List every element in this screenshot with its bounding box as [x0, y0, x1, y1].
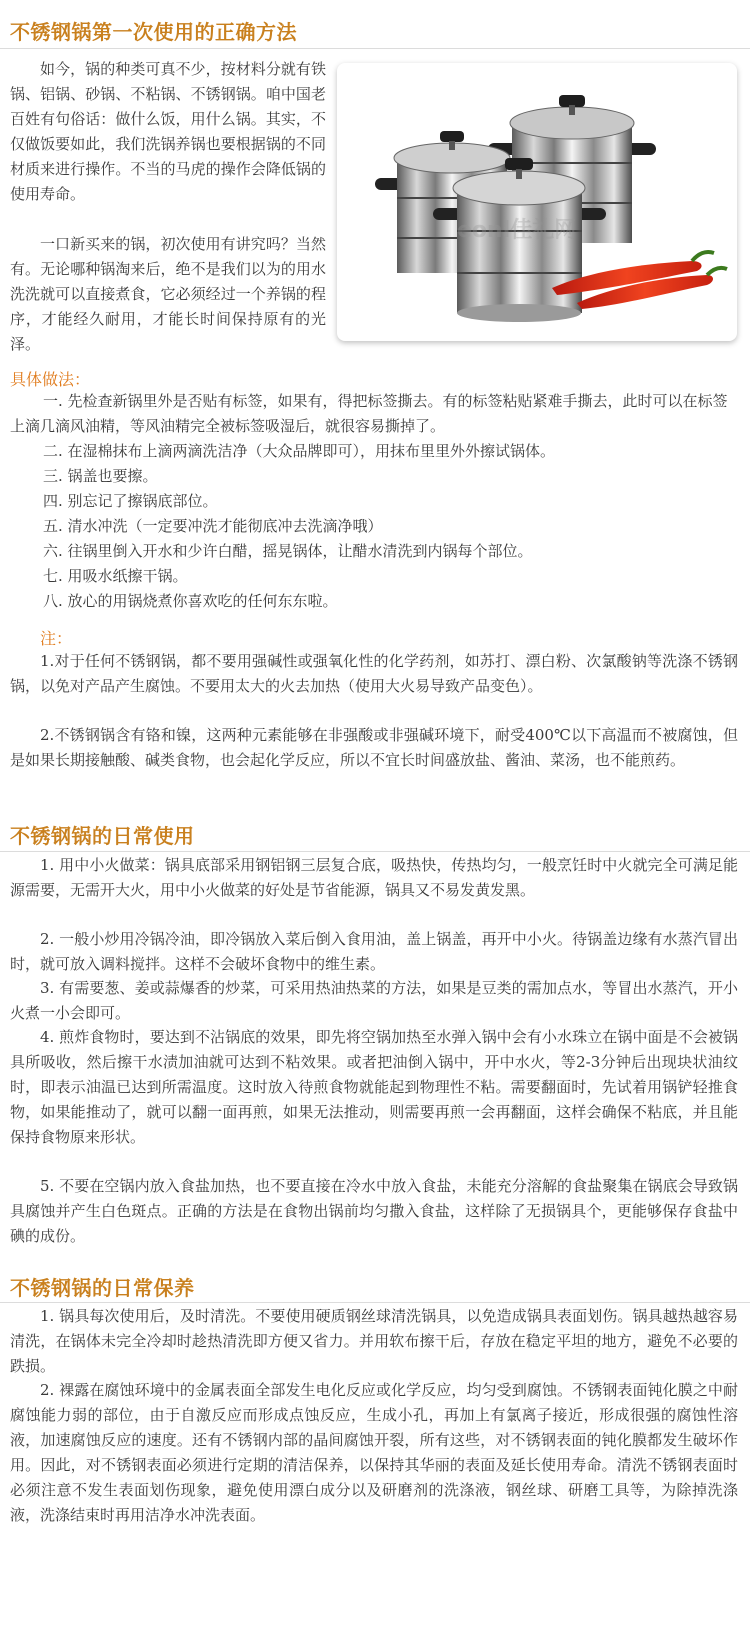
note-paragraph-2: 2.不锈钢锅含有铬和镍，这两种元素能够在非强酸或非强碱环境下，耐受400℃以下高温而不被腐蚀，但是如果长期接触酸、碱类食物，也会起化学反应，所以不宜长时间盛放盐、酱油、菜汤，也不能煎药。	[10, 726, 738, 769]
method-step: 四. 别忘记了擦锅底部位。	[43, 492, 218, 510]
section3-title: 不锈钢锅的日常保养	[10, 1276, 195, 1300]
method-step: 七. 用吸水纸擦干锅。	[43, 567, 188, 585]
method-step: 六. 往锅里倒入开水和少许白醋，摇晃锅体，让醋水清洗到内锅每个部位。	[43, 542, 533, 560]
care-paragraph-1: 1. 锅具每次使用后，及时清洗。不要使用硬质钢丝球清洗锅具，以免造成锅具表面划伤。锅具越热越容易清洗，在锅体未完全冷却时趁热清洗即方便又省力。并用软布擦干后，存放在稳定平坦的地方，避免不必要的跌损。	[10, 1307, 738, 1375]
image-watermark: eonl佳礼网	[457, 218, 577, 243]
method-step: 三. 锅盖也要擦。	[43, 467, 158, 485]
usage-paragraph-4: 4. 煎炸食物时，要达到不沾锅底的效果，即先将空锅加热至水弹入锅中会有小水珠立在锅中面是不会被锅具所吸收，然后擦干水渍加油就可达到不粘效果。或者把油倒入锅中，开中水火，等2-3分钟后出现块状油纹时，即表示油温已达到所需温度。这时放入待煎食物就能起到物理性不粘。需要翻面时，先试着用锅铲轻推食物，如果能推动了，就可以翻一面再煎，如果无法推动，则需要再煎一会再翻面，这样会确保不粘底，并且能保持食物原来形状。	[10, 1028, 738, 1146]
section3-divider	[0, 1302, 750, 1303]
usage-paragraph-1: 1. 用中小火做菜：锅具底部采用钢铝钢三层复合底，吸热快，传热均匀，一般烹饪时中火就完全可满足能源需要，无需开大火，用中小火做菜的好处是节省能源，锅具又不易发黄发黑。	[10, 856, 738, 899]
method-step: 八. 放心的用锅烧煮你喜欢吃的任何东东啦。	[43, 592, 338, 610]
intro-paragraph-2: 一口新买来的锅，初次使用有讲究吗？当然有。无论哪种锅淘来后，绝不是我们以为的用水洗洗就可以直接煮食，它必须经过一个养锅的程序，才能经久耐用，才能长时间保持原有的光泽。	[10, 235, 326, 353]
section2-title: 不锈钢锅的日常使用	[10, 824, 195, 848]
method-label: 具体做法：	[10, 370, 91, 389]
method-step: 一. 先检查新锅里外是否贴有标签，如果有，得把标签撕去。有的标签粘贴紧难手撕去，此时可以在标签上滴几滴风油精，等风油精完全被标签吸湿后，就很容易撕掉了。	[10, 392, 728, 435]
section1-divider	[0, 48, 750, 49]
usage-paragraph-5: 5. 不要在空锅内放入食盐加热，也不要直接在冷水中放入食盐，未能充分溶解的食盐聚集在锅底会导致锅具腐蚀并产生白色斑点。正确的方法是在食物出锅前均匀撒入食盐，这样除了无损锅具个，更能够保存食盐中碘的成份。	[10, 1177, 738, 1245]
method-step: 二. 在湿棉抹布上滴两滴洗洁净（大众品牌即可），用抹布里里外外擦试锅体。	[43, 442, 556, 460]
cookware-photo	[337, 63, 737, 341]
usage-paragraph-2: 2. 一般小炒用冷锅冷油，即冷锅放入菜后倒入食用油，盖上锅盖，再开中小火。待锅盖边缘有水蒸汽冒出时，就可放入调料搅拌。这样不会破坏食物中的维生素。	[10, 930, 738, 973]
usage-paragraph-3: 3. 有需要葱、姜或蒜爆香的炒菜，可采用热油热菜的方法，如果是豆类的需加点水，等冒出水蒸汽，开小火煮一小会即可。	[10, 979, 738, 1022]
section2-divider	[0, 851, 750, 852]
care-paragraph-2: 2. 裸露在腐蚀环境中的金属表面全部发生电化反应或化学反应，均匀受到腐蚀。不锈钢表面钝化膜之中耐腐蚀能力弱的部位，由于自激反应而形成点蚀反应，生成小孔，再加上有氯离子接近，形成很强的腐蚀性溶液，加速腐蚀反应的速度。还有不锈钢内部的晶间腐蚀开裂，所有这些，对不锈钢表面的钝化膜都发生破坏作用。因此，对不锈钢表面必须进行定期的清洁保养，以保持其华丽的表面及延长使用寿命。清洗不锈钢表面时必须注意不发生表面划伤现象，避免使用漂白成分以及研磨剂的洗涤液，钢丝球、研磨工具等，为除掉洗涤液，洗涤结束时再用洁净水冲洗表面。	[10, 1381, 738, 1524]
method-steps-list	[10, 389, 740, 614]
note-paragraph-1: 1.对于任何不锈钢锅，都不要用强碱性或强氧化性的化学药剂，如苏打、漂白粉、次氯酸钠等洗涤不锈钢锅，以免对产品产生腐蚀。不要用太大的火去加热（使用大火易导致产品变色）。	[10, 652, 738, 695]
section1-title: 不锈钢锅第一次使用的正确方法	[10, 20, 297, 44]
intro-paragraph-1: 如今，锅的种类可真不少，按材料分就有铁锅、铝锅、砂锅、不粘锅、不锈钢锅。咱中国老百姓有句俗话：做什么饭，用什么锅。其实，不仅做饭要如此，我们洗锅养锅也要根据锅的不同材质来进行操作。不当的马虎的操作会降低锅的使用寿命。	[10, 60, 326, 203]
method-step: 五. 清水冲洗（一定要冲洗才能彻底冲去洗滴净哦）	[43, 517, 383, 535]
steamer-pots-image	[337, 63, 737, 341]
note-label: 注：	[40, 629, 73, 648]
